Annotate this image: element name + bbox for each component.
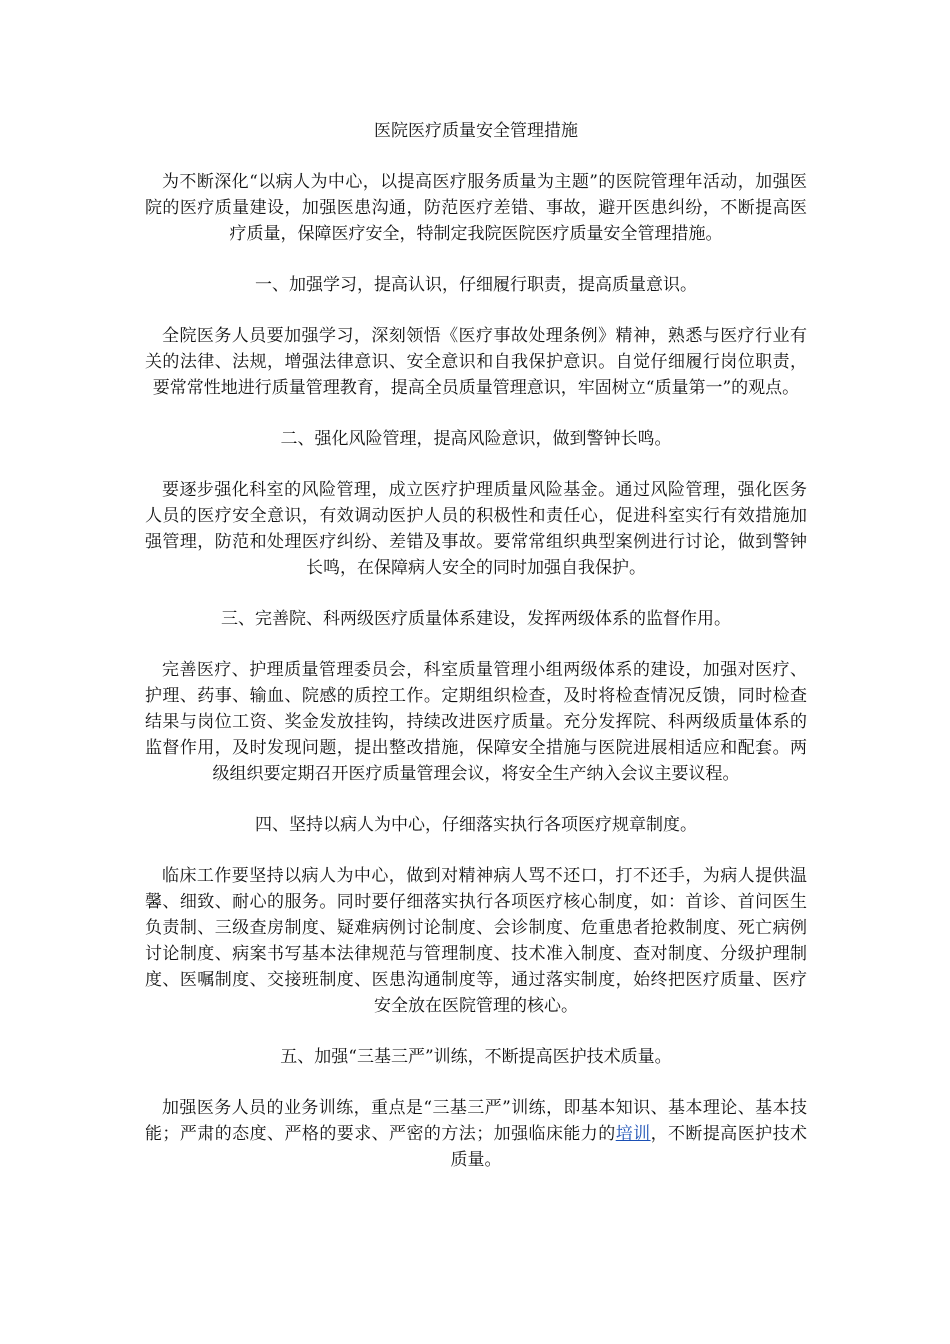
intro-paragraph: 为不断深化“以病人为中心，以提高医疗服务质量为主题”的医院管理年活动，加强医院的医疗质量建设，加强医患沟通，防范医疗差错、事故，避开医患纠纷，不断提高医疗质量，保障医疗安全，特制定我院医院医疗质量安全管理措施。 [145, 172, 807, 244]
section-heading-4: 四、坚持以病人为中心，仔细落实执行各项医疗规章制度。 [255, 815, 697, 835]
section-heading-5: 五、加强“三基三严”训练，不断提高医护技术质量。 [280, 1047, 672, 1067]
document-title: 医院医疗质量安全管理措施 [374, 121, 578, 141]
section-body-5-text-before: 加强医务人员的业务训练，重点是“三基三严”训练，即基本知识、基本理论、基本技能；严肃的态度、严格的要求、严密的方法；加强临床能力的 [145, 1098, 807, 1144]
section-body-2: 要逐步强化科室的风险管理，成立医疗护理质量风险基金。通过风险管理，强化医务人员的医疗安全意识，有效调动医护人员的积极性和责任心，促进科室实行有效措施加强管理，防范和处理医疗纠纷、差错及事故。要常常组织典型案例进行讨论，做到警钟长鸣，在保障病人安全的同时加强自我保护。 [145, 480, 807, 578]
section-body-3: 完善医疗、护理质量管理委员会，科室质量管理小组两级体系的建设，加强对医疗、护理、药事、输血、院感的质控工作。定期组织检查，及时将检查情况反馈，同时检查结果与岗位工资、奖金发放挂钩，持续改进医疗质量。充分发挥院、科两级质量体系的监督作用，及时发现问题，提出整改措施，保障安全措施与医院进展相适应和配套。两级组织要定期召开医疗质量管理会议，将安全生产纳入会议主要议程。 [145, 660, 807, 784]
section-body-5-text-after: ，不断提高医护技术质量。 [450, 1124, 808, 1170]
section-body-4: 临床工作要坚持以病人为中心，做到对精神病人骂不还口，打不还手，为病人提供温馨、细致、耐心的服务。同时要仔细落实执行各项医疗核心制度，如：首诊、首问医生负责制、三级查房制度、疑难病例讨论制度、会诊制度、危重患者抢救制度、死亡病例讨论制度、病案书写基本法律规范与管理制度、技术准入制度、查对制度、分级护理制度、医嘱制度、交接班制度、医患沟通制度等，通过落实制度，始终把医疗质量、医疗安全放在医院管理的核心。 [145, 866, 807, 1016]
section-heading-2: 二、强化风险管理，提高风险意识，做到警钟长鸣。 [280, 429, 672, 449]
section-body-5 [145, 1095, 807, 1173]
section-body-1: 全院医务人员要加强学习，深刻领悟《医疗事故处理条例》精神，熟悉与医疗行业有关的法律、法规，增强法律意识、安全意识和自我保护意识。自觉仔细履行岗位职责，要常常性地进行质量管理教育，提高全员质量管理意识，牢固树立“质量第一”的观点。 [145, 326, 807, 398]
document-page [145, 118, 807, 1198]
section-heading-3: 三、完善院、科两级医疗质量体系建设，发挥两级体系的监督作用。 [221, 609, 731, 629]
section-heading-1: 一、加强学习，提高认识，仔细履行职责，提高质量意识。 [255, 275, 697, 295]
training-link[interactable]: 培训 [615, 1124, 651, 1144]
